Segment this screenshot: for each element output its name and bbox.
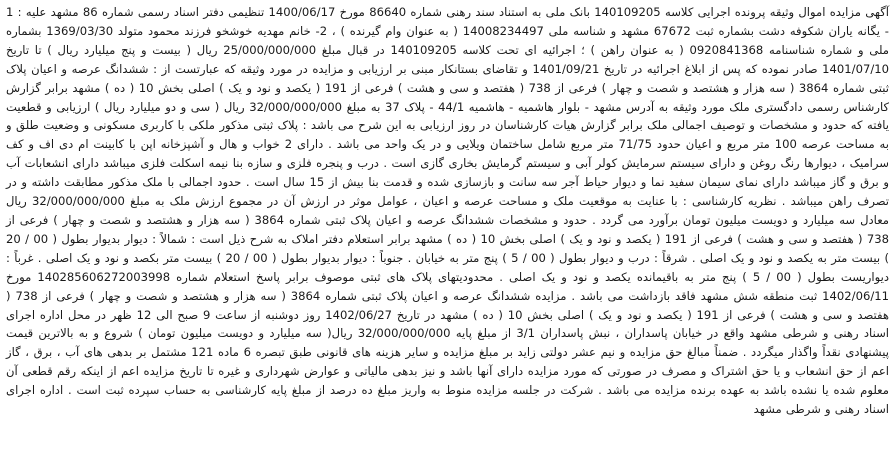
- auction-notice-text: آگهی مزایده اموال وثیقه پرونده اجرایی کلاسه 140109205 بانک ملی به استناد سند رهنی شماره 86640 مورخ 1400/06/17 تنظیمی دفتر اسناد رسمی شماره 86 مشهد علیه : 1 - یگانه یاران شکوفه دشت بشماره ثبت 67672 مشهد و شناسه ملی 14008234497 ( به عنوان وام گیرنده ) ، 2- خانم مهدیه خوشخو فرزند محمود متولد 1369/03/30 بشماره ملی و شماره شناسنامه 0920841368 ( به عنوان راهن ) ؛ اجرائیه ای تحت کلاسه 140109205 در قبال مبلغ 25/000/000/000 ریال ( بیست و پنج میلیارد ریال ) تا تاریخ 1401/07/10 صادر نموده که پس از ابلاغ اجرائیه در تاریخ 1401/09/21 و تقاضای بستانکار مبنی بر ارزیابی و مزایده در مورد وثیقه که عبارتست از : ششدانگ عرصه و اعیان پلاک ثبتی شماره 3864 ( سه هزار و هشتصد و شصت و چهار ) فرعی از 738 ( هفتصد و سی و هشت ) فرعی از 191 ( یکصد و نود و یک ) اصلی بخش 10 ( ده ) مشهد برابر گزارش کارشناس رسمی دادگستری ملک مورد وثیقه به آدرس مشهد - بلوار هاشمیه - هاشمیه 44/1 - پلاک 37 به مبلغ 32/000/000/000 ریال ( سی و دو میلیارد ریال ) ارزیابی و قطعیت یافته که حدود و مشخصات و توصیف اجمالی ملک برابر گزارش هیات کارشناسان در روز ارزیابی به این شرح می باشد : پلاک ثبتی مذکور ملکی با کاربری مسکونی و وضعیت طلق و به مساحت عرصه 100 متر مربع و اعیان حدود 71/75 متر مربع شامل ساختمان ویلایی و در یک واحد می باشد . دارای 2 خواب و هال و آشپزخانه اپن با کابینت ام دی اف و کف سرامیک ، دیوارها رنگ روغن و دارای سیستم سرمایش کولر آبی و سیستم گرمایش بخاری گازی است . درب و پنجره فلزی و سازه بنا نیمه اسکلت فلزی میباشد دارای انشعابات آب و برق و گاز میباشد دارای نمای سیمان سفید نما و دیوار حیاط آجر سه سانت و بازسازی شده و قدمت بنا بیش از 15 سال است . حدود اجمالی با ملک مذکور مطابقت داشته و در تصرف راهن میباشد . نظریه کارشناسی : با عنایت به موقعیت ملک و مساحت عرصه و اعیان ، عوامل موثر در ارزش آن در مجموع ارزش ملک به مبلغ 32/000/000/000 ریال معادل سه میلیارد و دویست میلیون تومان برآورد می گردد . حدود و مشخصات ششدانگ عرصه و اعیان پلاک ثبتی شماره 3864 ( سه هزار و هشتصد و شصت و چهار ) فرعی از 738 ( هفتصد و سی و هشت ) فرعی از 191 ( یکصد و نود و یک ) اصلی بخش 10 ( ده ) مشهد برابر استعلام دفتر املاک به شرح ذیل است : شمالاً : دیوار بدیوار بطول ( 00 / 20 ) بیست متر به یکصد و نود و یک اصلی . شرقاً : درب و دیوار بطول ( 00 / 5 ) پنج متر به خیابان . جنوباً : دیوار بدیوار بطول ( 00 / 20 ) بیست متر بکصد و نود و یک اصلی . غرباً : دیواریست بطول ( 00 / 5 ) پنج متر به باقیمانده یکصد و نود و یک اصلی . محدودیتهای پلاک های ثبتی موصوف برابر پاسخ استعلام شماره 140285606272003998 مورخ 1402/06/11 ثبت منطقه شش مشهد فاقد بازداشت می باشد . مزایده ششدانگ عرصه و اعیان پلاک ثبتی شماره 3864 ( سه هزار و هشتصد و شصت و چهار ) فرعی از 738 ( هفتصد و سی و هشت ) فرعی از 191 ( یکصد و نود و یک ) اصلی بخش 10 ( ده ) مشهد در تاریخ 1402/06/27 روز دوشنبه از ساعت 9 صبح الی 12 ظهر در محل اداره اجرای اسناد رهنی و شرطی مشهد واقع در خیابان پاسداران ، نبش پاسداران 3/1 از مبلغ پایه 32/000/000/000 ریال( سه میلیارد و دویست میلیون تومان ) شروع و به بالاترین قیمت پیشنهادی نقداً واگذار میگردد . ضمناً مبالغ حق مزایده و نیم عشر دولتی زاید بر مبلغ مزایده و سایر هزینه های قانونی طبق تبصره 6 ماده 121 مشتمل بر بدهی های آب ، برق ، گاز اعم از حق انشعاب و یا حق اشتراک و مصرف در صورتی که مورد مزایده دارای آنها باشد و نیز بدهی مالیاتی و عوارض شهرداری و غیره تا تاریخ مزایده اعم از اینکه رقم قطعی آن معلوم شده یا نشده باشد به عهده برنده مزایده می باشد . شرکت در جلسه مزایده منوط به واریز مبلغ ده درصد از مبلغ پایه کارشناسی به حساب سپرده ثبت است . اداره اجرای اسناد رهنی و شرطی مشهد: [6, 5, 890, 417]
